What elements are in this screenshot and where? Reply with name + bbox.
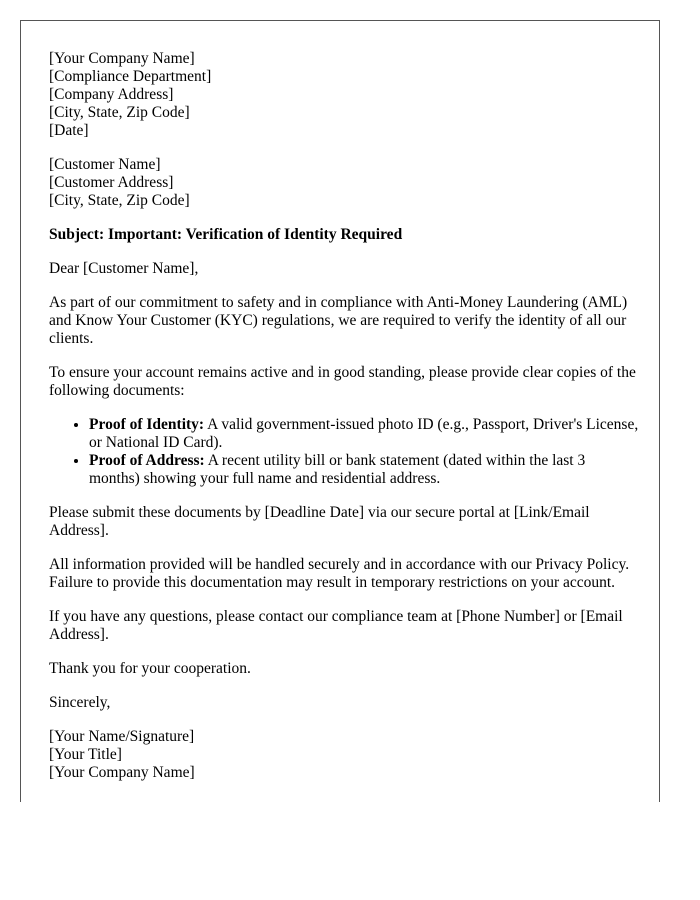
signature-name: [Your Name/Signature] <box>49 728 195 745</box>
submit-paragraph: Please submit these documents by [Deadline Date] via our secure portal at [Link/Email Address]. <box>49 504 590 539</box>
document-description: A valid government-issued photo ID (e.g., Passport, Driver's License, or National ID Card). <box>89 416 639 451</box>
recipient-address: [Customer Address] <box>49 174 174 191</box>
document-label: Proof of Identity: <box>89 416 205 433</box>
letter-date: [Date] <box>49 122 89 139</box>
privacy-paragraph: All information provided will be handled securely and in accordance with our Privacy Policy. Failure to provide this documentation may result in temporary restrictions on your account. <box>49 556 630 591</box>
recipient-city-state-zip: [City, State, Zip Code] <box>49 192 190 209</box>
intro-paragraph: As part of our commitment to safety and in compliance with Anti-Money Laundering (AML) and Know Your Customer (KYC) regulations, we are required to verify the identity of all our clients. <box>49 294 628 347</box>
request-paragraph: To ensure your account remains active and in good standing, please provide clear copies of the following documents: <box>49 364 636 399</box>
recipient-block <box>49 156 639 210</box>
document-description: A recent utility bill or bank statement (dated within the last 3 months) showing your full name and residential address. <box>89 452 586 487</box>
list-item <box>89 416 639 452</box>
document-label: Proof of Address: <box>89 452 205 469</box>
contact-paragraph: If you have any questions, please contact our compliance team at [Phone Number] or [Email Address]. <box>49 608 623 643</box>
sender-city-state-zip: [City, State, Zip Code] <box>49 104 190 121</box>
recipient-name: [Customer Name] <box>49 156 161 173</box>
signature-block <box>49 728 639 782</box>
salutation: Dear [Customer Name], <box>49 260 199 277</box>
required-documents-list <box>49 416 639 488</box>
sender-block <box>49 50 639 140</box>
signature-title: [Your Title] <box>49 746 122 763</box>
letter-page <box>20 20 660 802</box>
letter-body <box>49 50 639 782</box>
signature-company: [Your Company Name] <box>49 764 195 781</box>
list-item <box>89 452 639 488</box>
thanks-paragraph: Thank you for your cooperation. <box>49 660 251 677</box>
sender-company-name: [Your Company Name] <box>49 50 195 67</box>
sender-department: [Compliance Department] <box>49 68 212 85</box>
subject-line: Subject: Important: Verification of Identity Required <box>49 226 403 243</box>
sender-address: [Company Address] <box>49 86 174 103</box>
closing: Sincerely, <box>49 694 111 711</box>
